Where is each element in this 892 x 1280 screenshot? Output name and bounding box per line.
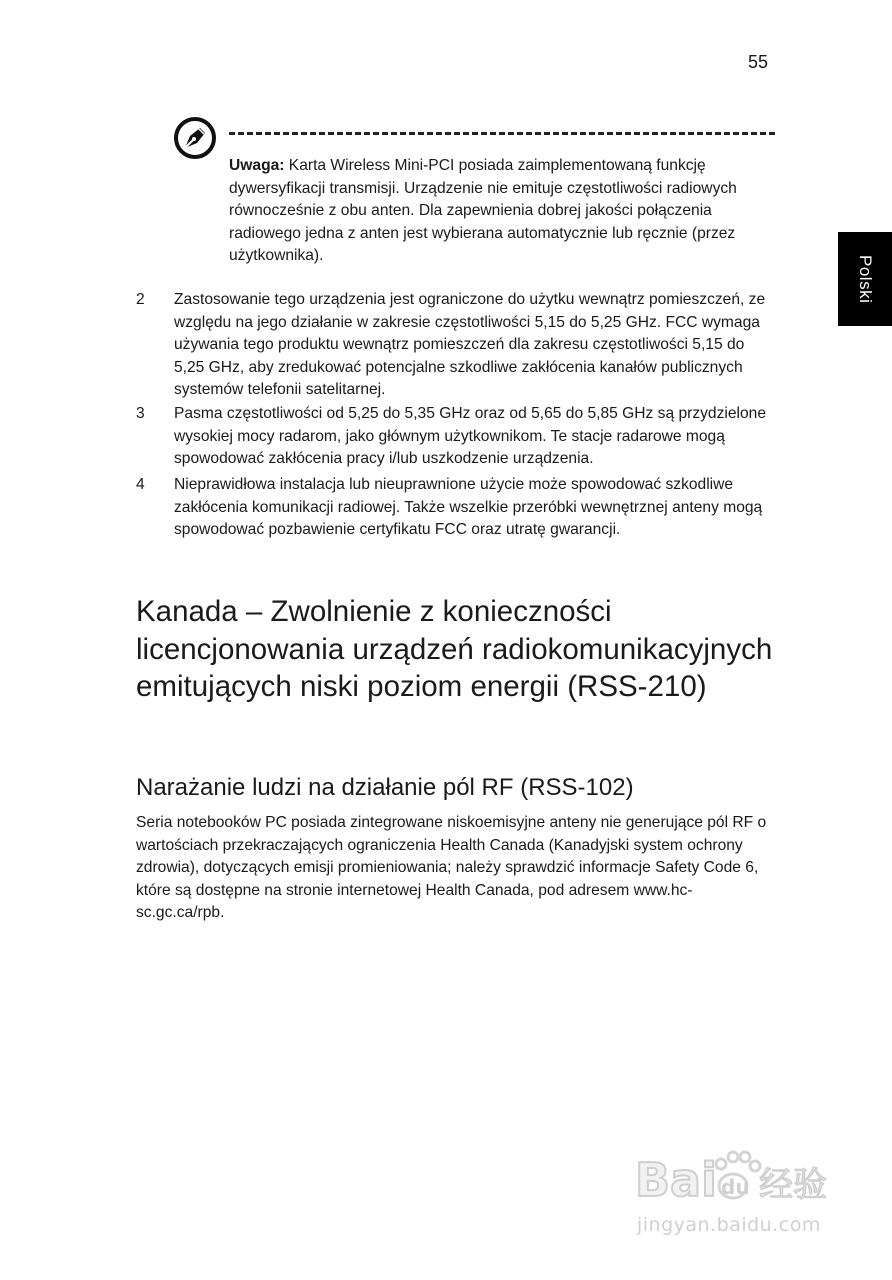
note-divider bbox=[229, 132, 775, 135]
baidu-logo-icon bbox=[633, 1140, 843, 1210]
svg-text:Bai: Bai bbox=[635, 1153, 717, 1207]
language-tab bbox=[838, 232, 892, 326]
note-label: Uwaga: bbox=[229, 157, 285, 174]
watermark-url: jingyan.baidu.com bbox=[637, 1214, 821, 1236]
svg-text:经验: 经验 bbox=[759, 1165, 827, 1205]
section-heading: Kanada – Zwolnienie z konieczności licencjonowania urządzeń radiokomunikacyjnych emitujących niski poziom energii (RSS-210) bbox=[136, 595, 773, 704]
list-item-number: 3 bbox=[136, 405, 145, 422]
svg-text:du: du bbox=[721, 1175, 750, 1199]
note-body: Karta Wireless Mini-PCI posiada zaimplementowaną funkcję dywersyfikacji transmisji. Urządzenie nie emituje częstotliwości radiowych równocześnie z obu anten. Dla zapewnienia dobrej jakości połączenia radiowego jedna z anten jest wybierana automatycznie lub ręcznie (przez użytkownika). bbox=[229, 157, 737, 264]
baidu-watermark bbox=[633, 1140, 843, 1250]
page-number: 55 bbox=[748, 52, 769, 72]
body-paragraph: Seria notebooków PC posiada zintegrowane niskoemisyjne anteny nie generujące pól RF o wartościach przekraczających ograniczenia Health Canada (Kanadyjski system ochrony zdrowia), dotyczących emisji promieniowania; należy sprawdzić informacje Safety Code 6, które są dostępne na stronie internetowej Health Canada, pod adresem www.hc-sc.gc.ca/rpb. bbox=[136, 814, 767, 921]
subsection-heading: Narażanie ludzi na działanie pól RF (RSS-102) bbox=[136, 774, 634, 801]
list-item-number: 4 bbox=[136, 476, 145, 493]
note-text bbox=[229, 155, 777, 268]
list-item-text: Pasma częstotliwości od 5,25 do 5,35 GHz oraz od 5,65 do 5,85 GHz są przydzielone wysokiej mocy radarom, jako głównym użytkownikom. Te stacje radarowe mogą spowodować zakłócenia pracy i/lub uszkodzenie urządzenia. bbox=[174, 405, 767, 467]
list-item-text: Zastosowanie tego urządzenia jest ograniczone do użytku wewnątrz pomieszczeń, ze względu na jego działanie w zakresie częstotliwości 5,15 do 5,25 GHz. FCC wymaga używania tego produktu wewnątrz pomieszczeń dla zakresu częstotliwości 5,15 do 5,25 GHz, aby zredukować potencjalne szkodliwe zakłócenia kanałów publicznych systemów telefonii satelitarnej. bbox=[174, 291, 766, 398]
list-item-text: Nieprawidłowa instalacja lub nieuprawnione użycie może spowodować szkodliwe zakłócenia komunikacji radiowej. Także wszelkie przeróbki wewnętrznej anteny mogą spowodować pozbawienie certyfikatu FCC oraz utratę gwarancji. bbox=[174, 476, 763, 538]
note-pen-icon bbox=[173, 116, 217, 160]
language-tab-label: Polski bbox=[856, 254, 875, 304]
list-item-number: 2 bbox=[136, 291, 145, 308]
